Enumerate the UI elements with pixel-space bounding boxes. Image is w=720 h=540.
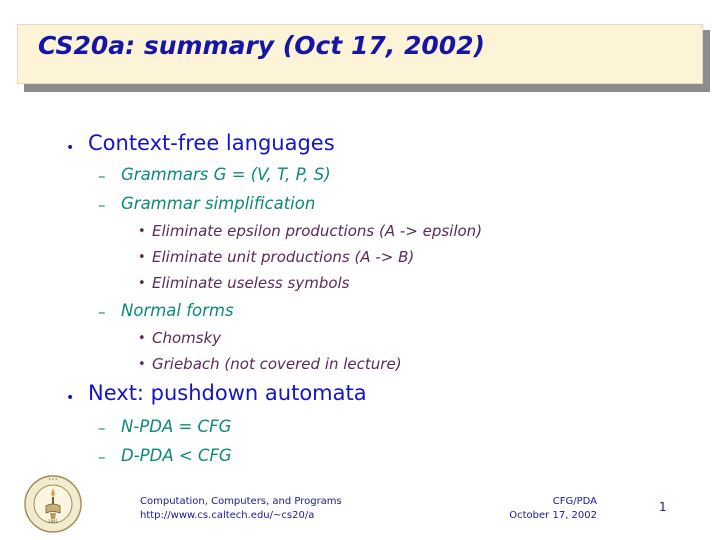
- footer-course-title: Computation, Computers, and Programs: [140, 496, 342, 507]
- bullet-eliminate-useless: Eliminate useless symbols: [152, 274, 350, 292]
- footer-topic: [480, 495, 597, 523]
- bullet-griebach: Griebach (not covered in lecture): [152, 355, 402, 373]
- bullet-normal-forms: Normal forms: [121, 301, 234, 320]
- bullet-marker: •: [66, 390, 75, 406]
- slide-title: CS20a: summary (Oct 17, 2002): [38, 31, 485, 60]
- footer-course-url[interactable]: http://www.cs.caltech.edu/~cs20/a: [140, 510, 315, 521]
- bullet-marker: •: [66, 140, 75, 156]
- bullet-marker: –: [98, 419, 106, 437]
- bullet-marker: –: [98, 167, 106, 185]
- footer-date: October 17, 2002: [509, 510, 597, 521]
- bullet-dpda-cfg: D-PDA < CFG: [121, 446, 232, 465]
- bullet-eliminate-unit: Eliminate unit productions (A -> B): [152, 248, 415, 266]
- bullet-marker: •: [138, 331, 146, 346]
- bullet-npda-cfg: N-PDA = CFG: [121, 417, 232, 436]
- bullet-eliminate-epsilon: Eliminate epsilon productions (A -> epsilon): [152, 222, 483, 240]
- footer-topic-title: CFG/PDA: [552, 496, 597, 507]
- svg-text:1891: 1891: [47, 519, 59, 524]
- svg-text:* * *: * * *: [48, 477, 58, 483]
- bullet-grammar-simplification: Grammar simplification: [121, 194, 316, 213]
- page-number: 1: [659, 500, 667, 514]
- bullet-marker: –: [98, 196, 106, 214]
- bullet-marker: •: [138, 276, 146, 291]
- footer-course: [140, 495, 342, 523]
- bullet-next-pushdown-automata: Next: pushdown automata: [88, 381, 367, 405]
- bullet-marker: •: [138, 224, 146, 239]
- bullet-marker: –: [98, 448, 106, 466]
- caltech-seal-logo: [24, 475, 82, 533]
- bullet-grammars: Grammars G = (V, T, P, S): [121, 165, 331, 184]
- bullet-chomsky: Chomsky: [152, 329, 222, 347]
- bullet-marker: •: [138, 357, 146, 372]
- bullet-marker: •: [138, 250, 146, 265]
- bullet-marker: –: [98, 303, 106, 321]
- bullet-context-free-languages: Context-free languages: [88, 131, 335, 155]
